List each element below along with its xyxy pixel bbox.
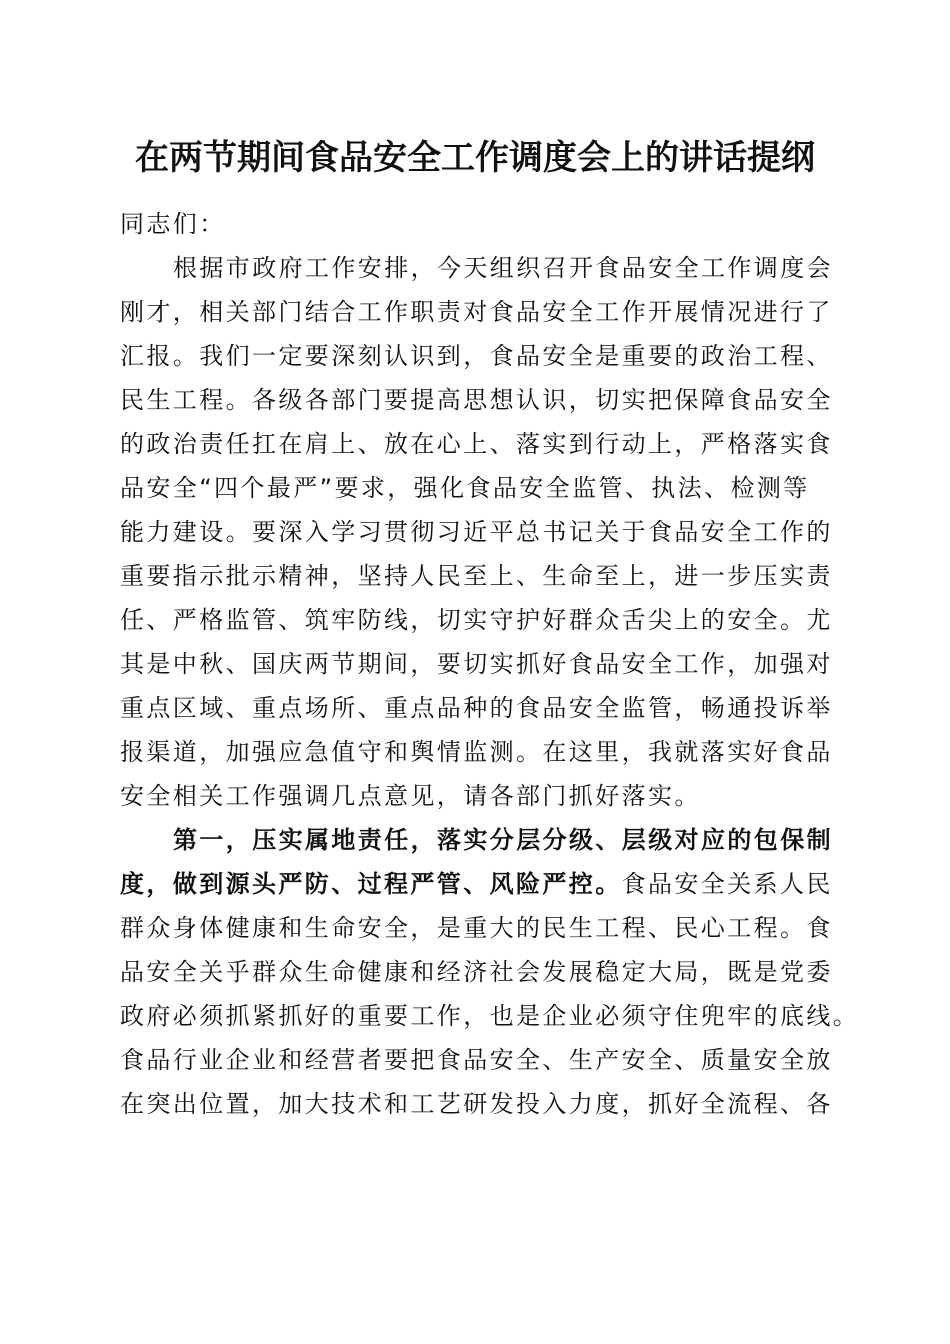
para1-line: 能力建设。要深入学习贯彻习近平总书记关于食品安全工作的 <box>120 518 833 546</box>
document-title: 在两节期间食品安全工作调度会上的讲话提纲 <box>135 138 815 178</box>
para1-line: 任、严格监管、筑牢防线，切实守护好群众舌尖上的安全。尤 <box>120 606 833 634</box>
para2-mixed-line <box>120 862 832 906</box>
para1-line: 刚才，相关部门结合工作职责对食品安全工作开展情况进行了 <box>120 298 833 326</box>
para1-line: 民生工程。各级各部门要提高思想认识，切实把保障食品安全 <box>120 386 833 414</box>
para2-line: 食品行业企业和经营者要把食品安全、生产安全、质量安全放 <box>120 1046 833 1074</box>
para1-line: 的政治责任扛在肩上、放在心上、落实到行动上，严格落实食 <box>120 430 833 458</box>
para2-heading-line: 第一，压实属地责任，落实分层分级、层级对应的包保制 <box>173 826 833 854</box>
para1-line: 汇报。我们一定要深刻认识到，食品安全是重要的政治工程、 <box>120 342 833 370</box>
para2-text-start: 食品安全关系人民 <box>621 870 833 898</box>
para2-line: 在突出位置，加大技术和工艺研发投入力度，抓好全流程、各 <box>120 1090 833 1118</box>
para2-line: 政府必须抓紧抓好的重要工作，也是企业必须守住兜牢的底线。 <box>120 1002 860 1030</box>
para1-line: 报渠道，加强应急值守和舆情监测。在这里，我就落实好食品 <box>120 738 833 766</box>
para1-line: 安全相关工作强调几点意见，请各部门抓好落实。 <box>120 782 701 810</box>
para1-line: 其是中秋、国庆两节期间，要切实抓好食品安全工作，加强对 <box>120 650 833 678</box>
salutation: 同志们： <box>120 210 226 238</box>
para1-line: 根据市政府工作安排，今天组织召开食品安全工作调度会 <box>173 254 833 282</box>
para1-line: 品安全“四个最严”要求，强化食品安全监管、执法、检测等 <box>120 474 810 502</box>
document-body <box>120 202 860 1126</box>
para2-line: 群众身体健康和生命安全，是重大的民生工程、民心工程。食 <box>120 914 833 942</box>
para2-line: 品安全关乎群众生命健康和经济社会发展稳定大局，既是党委 <box>120 958 833 986</box>
para1-line: 重要指示批示精神，坚持人民至上、生命至上，进一步压实责 <box>120 562 833 590</box>
para2-heading-end: 度，做到源头严防、过程严管、风险严控。 <box>120 870 622 898</box>
para1-line: 重点区域、重点场所、重点品种的食品安全监管，畅通投诉举 <box>120 694 833 722</box>
